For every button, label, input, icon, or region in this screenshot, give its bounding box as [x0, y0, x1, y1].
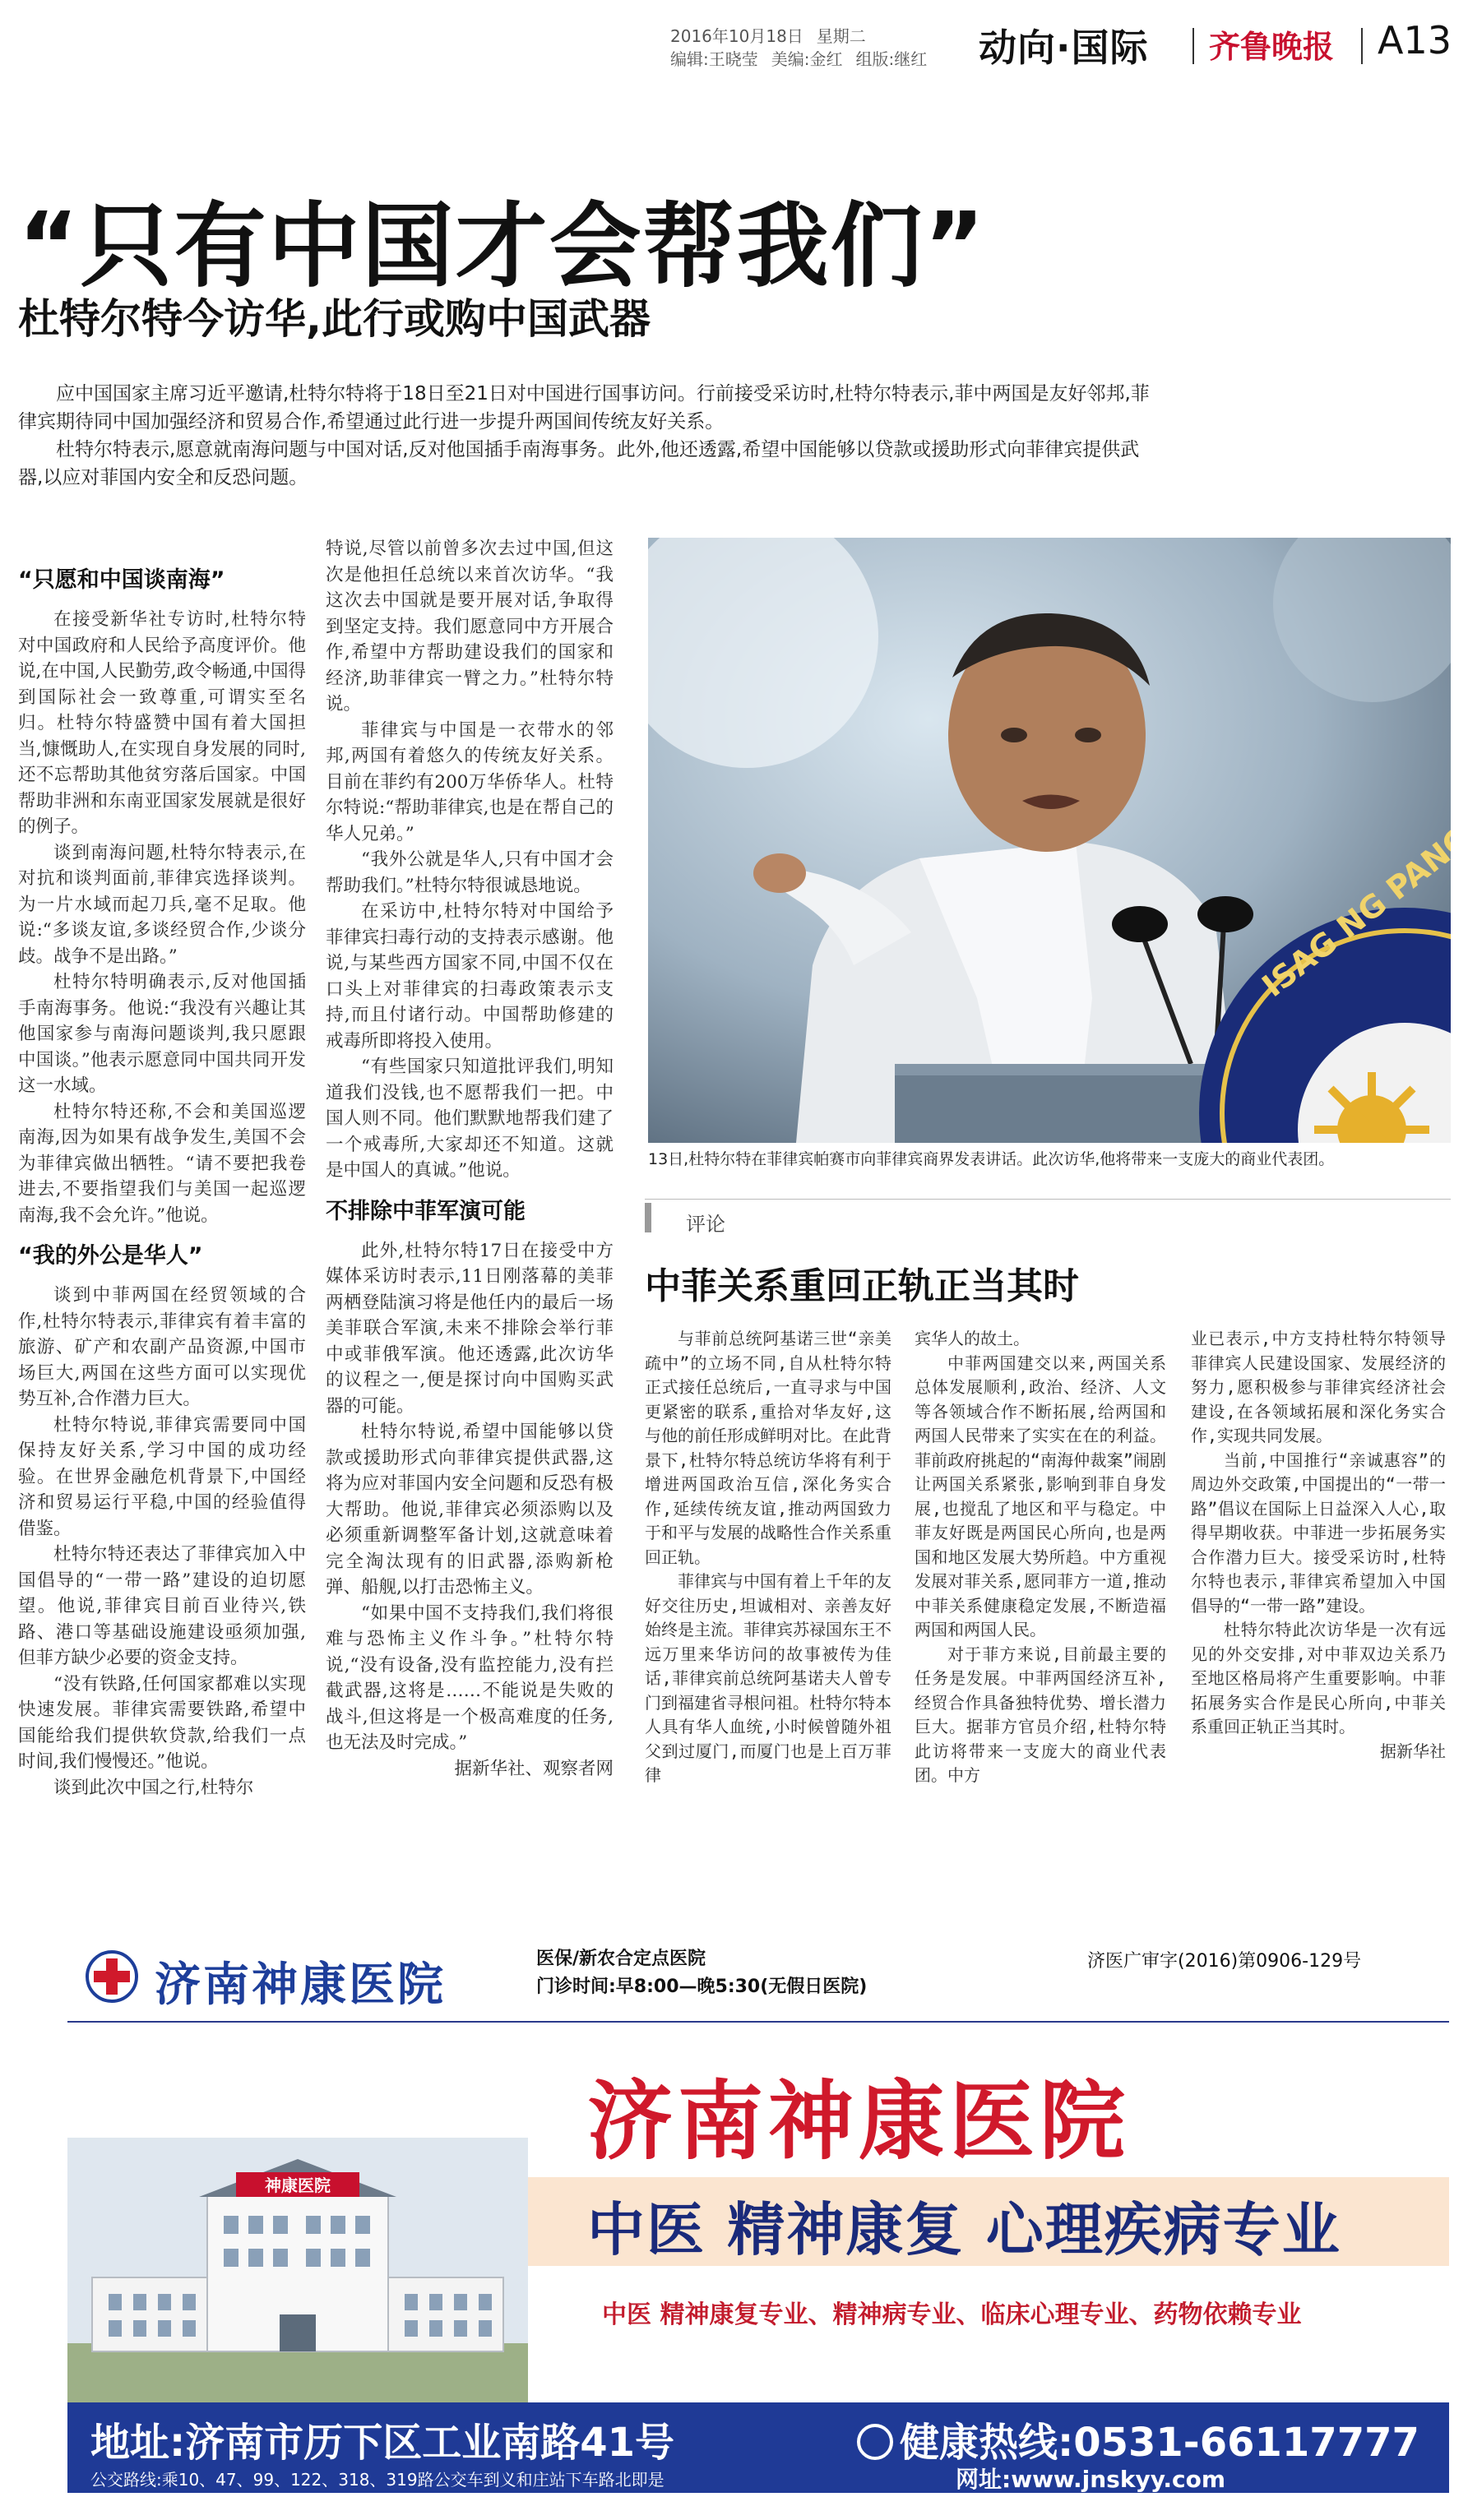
ad-hotline-text: 健康热线:0531-66117777 — [900, 2420, 1419, 2466]
body-paragraph: 对于菲方来说,目前最主要的任务是发展。中菲两国经济互补,经贸合作具备独特优势、增长潜力巨大。据菲方官员介绍,杜特尔特此访将带来一支庞大的商业代表团。中方 — [915, 1644, 1166, 1785]
header-divider — [1192, 28, 1194, 64]
commentary-column-1 — [645, 1327, 891, 1894]
issue-date: 2016年10月18日 — [670, 26, 803, 46]
hospital-advertisement[interactable] — [67, 1932, 1449, 2493]
body-paragraph: 此外,杜特尔特17日在接受中方媒体采访时表示,11日刚落幕的美菲两栖登陆演习将是他任内的最后一场美菲联合军演,未来不排除会举行菲中或菲俄军演。他还透露,此次访华的议程之一,便是探讨向中国购买武器的可能。 — [326, 1240, 614, 1417]
body-paragraph: 杜特尔特还称,不会和美国巡逻南海,因为如果有战争发生,美国不会为菲律宾做出牺牲。“请不要把我卷进去,不要指望我们与美国一起巡逻南海,我不会允许。”他说。 — [18, 1101, 306, 1226]
layout-credit: 组版:继红 — [855, 49, 928, 69]
body-paragraph: 杜特尔特说,菲律宾需要同中国保持友好关系,学习中国的成功经验。在世界金融危机背景下,中国经济和贸易运行平稳,中国的经验值得借鉴。 — [18, 1414, 306, 1539]
commentary-title: 中菲关系重回正轨正当其时 — [645, 1265, 1079, 1307]
lead-paragraph: 应中国国家主席习近平邀请,杜特尔特将于18日至21日对中国进行国事访问。行前接受采访时,杜特尔特表示,菲中两国是友好邻邦,菲律宾期待同中国加强经济和贸易合作,希望通过此行进一步提升两国间传统友好关系。 — [18, 383, 1150, 432]
source-credit: 据新华社、观察者网 — [454, 1758, 614, 1779]
body-paragraph: 在采访中,杜特尔特对中国给予菲律宾扫毒行动的支持表示感谢。他说,与某些西方国家不同,中国不仅在口头上对菲律宾的扫毒政策表示支持,而且付诸行动。中国帮助修建的戒毒所即将投入使用。 — [326, 901, 614, 1052]
ad-info — [536, 1945, 867, 2001]
source-credit: 据新华社 — [1380, 1741, 1446, 1761]
ad-address: 地址:济南市历下区工业南路41号 — [90, 2420, 674, 2466]
art-credit: 美编:金红 — [771, 49, 843, 69]
body-paragraph: 谈到中菲两国在经贸领域的合作,杜特尔特表示,菲律宾有着丰富的旅游、矿产和农副产品资源,中国市场巨大,两国在这些方面可以实现优势互补,合作潜力巨大。 — [18, 1285, 306, 1409]
newspaper-logo: 齐鲁晚报 — [1209, 28, 1335, 65]
duterte-photo-illustration — [648, 538, 1451, 1143]
body-paragraph: 杜特尔特还表达了菲律宾加入中国倡导的“一带一路”建设的迫切愿望。他说,菲律宾目前百业待兴,铁路、港口等基础设施建设亟须加强,但菲方缺少必要的资金支持。 — [18, 1544, 306, 1668]
body-paragraph: 菲律宾与中国是一衣带水的邻邦,两国有着悠久的传统友好关系。目前在菲约有200万华侨华人。杜特尔特说:“帮助菲律宾,也是在帮自己的华人兄弟。” — [326, 719, 614, 844]
hospital-cross-icon — [84, 1949, 140, 2004]
section-subheading: “只愿和中国谈南海” — [18, 567, 225, 593]
body-paragraph: “有些国家只知道批评我们,明知道我们没钱,也不愿帮我们一把。中国人则不同。他们默默地帮我们建了一个戒毒所,大家却还不知道。这就是中国人的真诚。”他说。 — [326, 1057, 614, 1181]
ad-insurance: 医保/新农合定点医院 — [536, 1949, 706, 1969]
body-paragraph: 中菲两国建交以来,两国关系总体发展顺利,政治、经济、人文等各领域合作不断拓展,给两国和两国人民带来了实实在在的利益。菲前政府挑起的“南海仲裁案”闹剧让两国关系紧张,影响到菲自身发展,也搅乱了地区和平与稳定。中菲友好既是两国民心所向,也是两国和地区发展大势所趋。中方重视发展对菲关系,愿同菲方一道,推动中菲关系健康稳定发展,不断造福两国和两国人民。 — [915, 1352, 1166, 1639]
ad-hospital-name: 济南神康医院 — [155, 1958, 446, 2012]
building-sign: 神康医院 — [265, 2176, 331, 2195]
article-column-2 — [326, 536, 614, 1884]
kicker-bar — [645, 1203, 651, 1232]
ad-bus-routes: 公交路线:乘10、47、99、122、318、319路公交车到义和庄站下车路北即是 — [90, 2470, 665, 2490]
body-paragraph: 菲律宾与中国有着上千年的友好交往历史,坦诚相对、亲善友好始终是主流。菲律宾苏禄国东王不远万里来华访问的故事被传为佳话,菲律宾前总统阿基诺夫人曾专门到福建省寻根问祖。杜特尔特本人具有华人血统,小时候曾随外祖父到过厦门,而厦门也是上百万菲律 — [645, 1571, 891, 1785]
body-paragraph: 谈到南海问题,杜特尔特表示,在对抗和谈判面前,菲律宾选择谈判。为一片水域而起刀兵,毫不足取。他说:“多谈友谊,多谈经贸合作,少谈分歧。战争不是出路。” — [18, 842, 306, 967]
body-paragraph: “如果中国不支持我们,我们将很难与恐怖主义作斗争。”杜特尔特说,“没有设备,没有监控能力,没有拦截武器,这将是……不能说是失败的战斗,但这将是一个极高难度的任务,也无法及时完成。” — [326, 1602, 614, 1753]
body-paragraph: 特说,尽管以前曾多次去过中国,但这次是他担任总统以来首次访华。“我这次去中国就是要开展对话,争取得到坚定支持。我们愿意同中方开展合作,希望中方帮助建设我们的国家和经济,助菲律宾一臂之力。”杜特尔特说。 — [326, 539, 614, 714]
section-title: 动向·国际 — [979, 25, 1149, 70]
body-paragraph: 与菲前总统阿基诺三世“亲美疏中”的立场不同,自从杜特尔特正式接任总统后,一直寻求与中国更紧密的联系,重拾对华友好,这与他的前任形成鲜明对比。在此背景下,杜特尔特总统访华将有利于增进两国政治互信,深化务实合作,延续传统友谊,推动两国致力于和平与发展的战略性合作关系重回正轨。 — [645, 1329, 891, 1567]
body-paragraph: 杜特尔特明确表示,反对他国插手南海事务。他说:“我没有兴趣让其他国家参与南海问题谈判,我只愿跟中国谈。”他表示愿意同中国共同开发这一水域。 — [18, 972, 306, 1096]
commentary-column-3 — [1191, 1327, 1446, 1894]
ad-big-name: 济南神康医院 — [587, 2071, 1131, 2171]
commentary-column-2 — [915, 1327, 1166, 1894]
ad-website[interactable]: 网址:www.jnskyy.com — [956, 2466, 1226, 2493]
ad-hours: 门诊时间:早8:00—晚5:30(无假日医院) — [536, 1977, 868, 1997]
article-lead — [18, 380, 1161, 492]
body-paragraph: 谈到此次中国之行,杜特尔 — [53, 1777, 254, 1798]
ad-header — [67, 1932, 1449, 2023]
photo-caption: 13日,杜特尔特在菲律宾帕赛市向菲律宾商界发表讲话。此次访华,他将带来一支庞大的商业代表团。 — [648, 1150, 1335, 1168]
ad-footer — [67, 2402, 1449, 2493]
article-column-1 — [18, 553, 306, 1883]
kicker-label: 评论 — [686, 1213, 725, 1236]
article-headline: “只有中国才会帮我们” — [18, 193, 987, 300]
section-subheading: “我的外公是华人” — [18, 1243, 203, 1269]
body-paragraph: 当前,中国推行“亲诚惠容”的周边外交政策,中国提出的“一带一路”倡议在国际上日益深入人心,取得早期收获。中菲进一步拓展务实合作潜力巨大。接受采访时,杜特尔特也表示,菲律宾希望加入中国倡导的“一带一路”建设。 — [1191, 1450, 1446, 1616]
ad-license: 济医广审字(2016)第0906-129号 — [1087, 1951, 1362, 1972]
body-paragraph: 业已表示,中方支持杜特尔特领导菲律宾人民建设国家、发展经济的努力,愿积极参与菲律宾经济社会建设,在各领域拓展和深化务实合作,实现共同发展。 — [1191, 1329, 1446, 1445]
section-subheading: 不排除中菲军演可能 — [326, 1198, 526, 1224]
body-paragraph: 杜特尔特说,希望中国能够以贷款或援助形式向菲律宾提供武器,这将为应对菲国内安全问题和反恐有极大帮助。他说,菲律宾必须添购以及必须重新调整军备计划,这就意味着完全淘汰现有的旧武器,添购新枪弹、船舰,以打击恐怖主义。 — [326, 1422, 614, 1598]
commentary-kicker — [645, 1199, 1451, 1235]
ad-services: 中医 精神康复专业、精神病专业、临床心理专业、药物依赖专业 — [602, 2300, 1302, 2329]
lead-paragraph: 杜特尔特表示,愿意就南海问题与中国对话,反对他国插手南海事务。此外,他还透露,希望中国能够以贷款或援助形式向菲律宾提供武器,以应对菲国内安全和反恐问题。 — [18, 439, 1140, 488]
body-paragraph: 在接受新华社专访时,杜特尔特对中国政府和人民给予高度评价。他说,在中国,人民勤劳,政令畅通,中国得到国际社会一致尊重,可谓实至名归。杜特尔特盛赞中国有着大国担当,慷慨助人,在实现自身发展的同时,还不忘帮助其他贫穷落后国家。中国帮助非洲和东南亚国家发展就是很好的例子。 — [18, 609, 306, 837]
page-number: A13 — [1378, 18, 1452, 62]
ad-slogan: 中医 精神康复 心理疾病专业 — [587, 2196, 1341, 2263]
body-paragraph: 宾华人的故土。 — [915, 1329, 1030, 1348]
article-subheadline: 杜特尔特今访华,此行或购中国武器 — [18, 295, 651, 343]
page-meta — [670, 25, 940, 71]
news-photo — [648, 538, 1451, 1143]
body-paragraph: “没有铁路,任何国家都难以实现快速发展。菲律宾需要铁路,希望中国能给我们提供软贷款,给我们一点时间,我们慢慢还。”他说。 — [18, 1673, 306, 1772]
header-divider — [1361, 28, 1363, 64]
issue-weekday: 星期二 — [816, 26, 866, 46]
body-paragraph: “我外公就是华人,只有中国才会帮助我们。”杜特尔特很诚恳地说。 — [326, 849, 614, 896]
editor-credit: 编辑:王晓莹 — [670, 49, 758, 69]
phone-icon — [857, 2424, 893, 2460]
ad-hotline[interactable] — [857, 2411, 1419, 2467]
body-paragraph: 杜特尔特此次访华是一次有远见的外交安排,对中菲双边关系乃至地区格局将产生重要影响。中菲拓展务实合作是民心所向,中菲关系重回正轨正当其时。 — [1191, 1620, 1446, 1736]
hospital-building-image — [67, 2138, 528, 2402]
